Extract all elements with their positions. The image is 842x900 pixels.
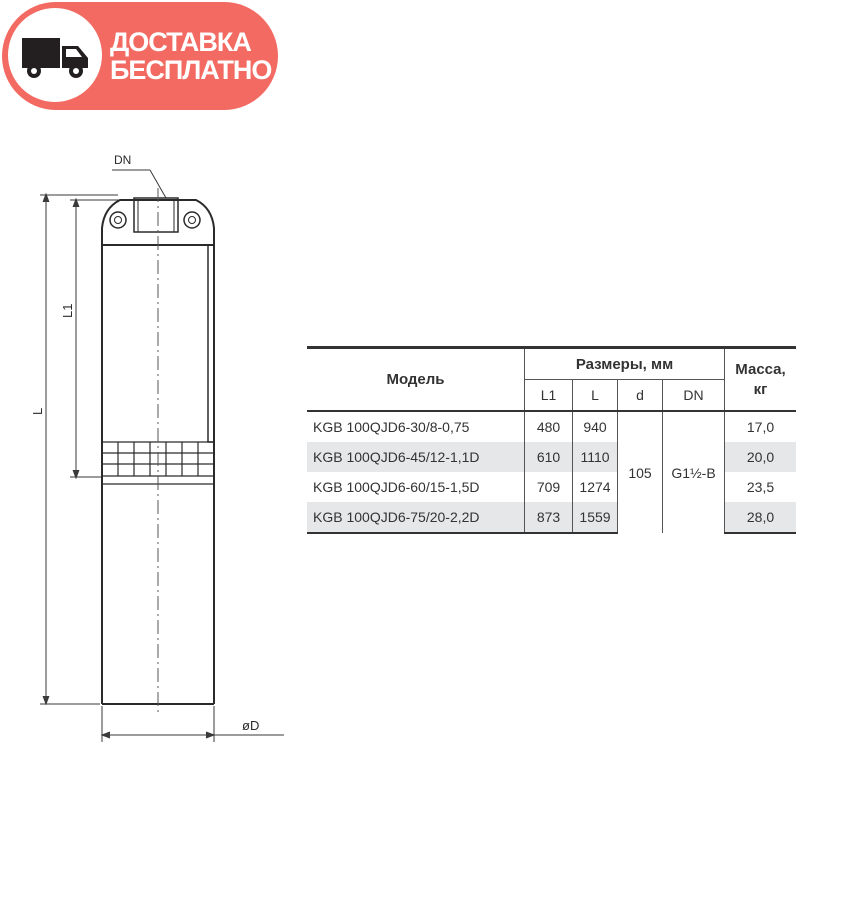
label-od: øD [242, 718, 260, 733]
cell-model: KGB 100QJD6-75/20-2,2D [307, 502, 525, 533]
free-delivery-badge [2, 2, 278, 110]
badge-line-1: ДОСТАВКА [110, 27, 251, 57]
cell-l: 1274 [573, 472, 618, 502]
header-mass-line-2: кг [753, 380, 768, 398]
header-dimensions: Размеры, мм [525, 348, 725, 380]
cell-l: 940 [573, 411, 618, 442]
cell-l1: 709 [525, 472, 573, 502]
header-model: Модель [307, 348, 525, 412]
cell-mass: 23,5 [746, 479, 775, 495]
label-dn: DN [114, 153, 132, 167]
pump-dimension-drawing [0, 140, 300, 760]
header-mass-line-1: Масса, [735, 360, 786, 378]
header-mass [725, 348, 797, 412]
cell-dn: G1½-B [663, 411, 725, 533]
cell-l: 1110 [573, 442, 618, 472]
truck-icon [8, 8, 102, 102]
cell-mass: 17,0 [746, 419, 775, 435]
subheader-dn: DN [663, 380, 725, 412]
subheader-l: L [573, 380, 618, 412]
cell-l: 1559 [573, 502, 618, 533]
table-row [307, 411, 796, 442]
cell-model: KGB 100QJD6-60/15-1,5D [307, 472, 525, 502]
label-l1: L1 [60, 303, 75, 318]
cell-l1: 610 [525, 442, 573, 472]
cell-model: KGB 100QJD6-45/12-1,1D [307, 442, 525, 472]
subheader-l1: L1 [525, 380, 573, 412]
cell-model: KGB 100QJD6-30/8-0,75 [307, 411, 525, 442]
cell-mass: 20,0 [725, 442, 797, 472]
subheader-d: d [618, 380, 663, 412]
badge-line-2: БЕСПЛАТНО [110, 55, 272, 85]
specifications-table [307, 346, 796, 534]
cell-l1: 873 [525, 502, 573, 533]
truck-icon-circle [8, 8, 102, 102]
cell-l1: 480 [525, 411, 573, 442]
badge-text [110, 28, 274, 84]
label-l: L [30, 407, 45, 415]
cell-d: 105 [618, 411, 663, 533]
cell-mass: 28,0 [725, 502, 797, 533]
